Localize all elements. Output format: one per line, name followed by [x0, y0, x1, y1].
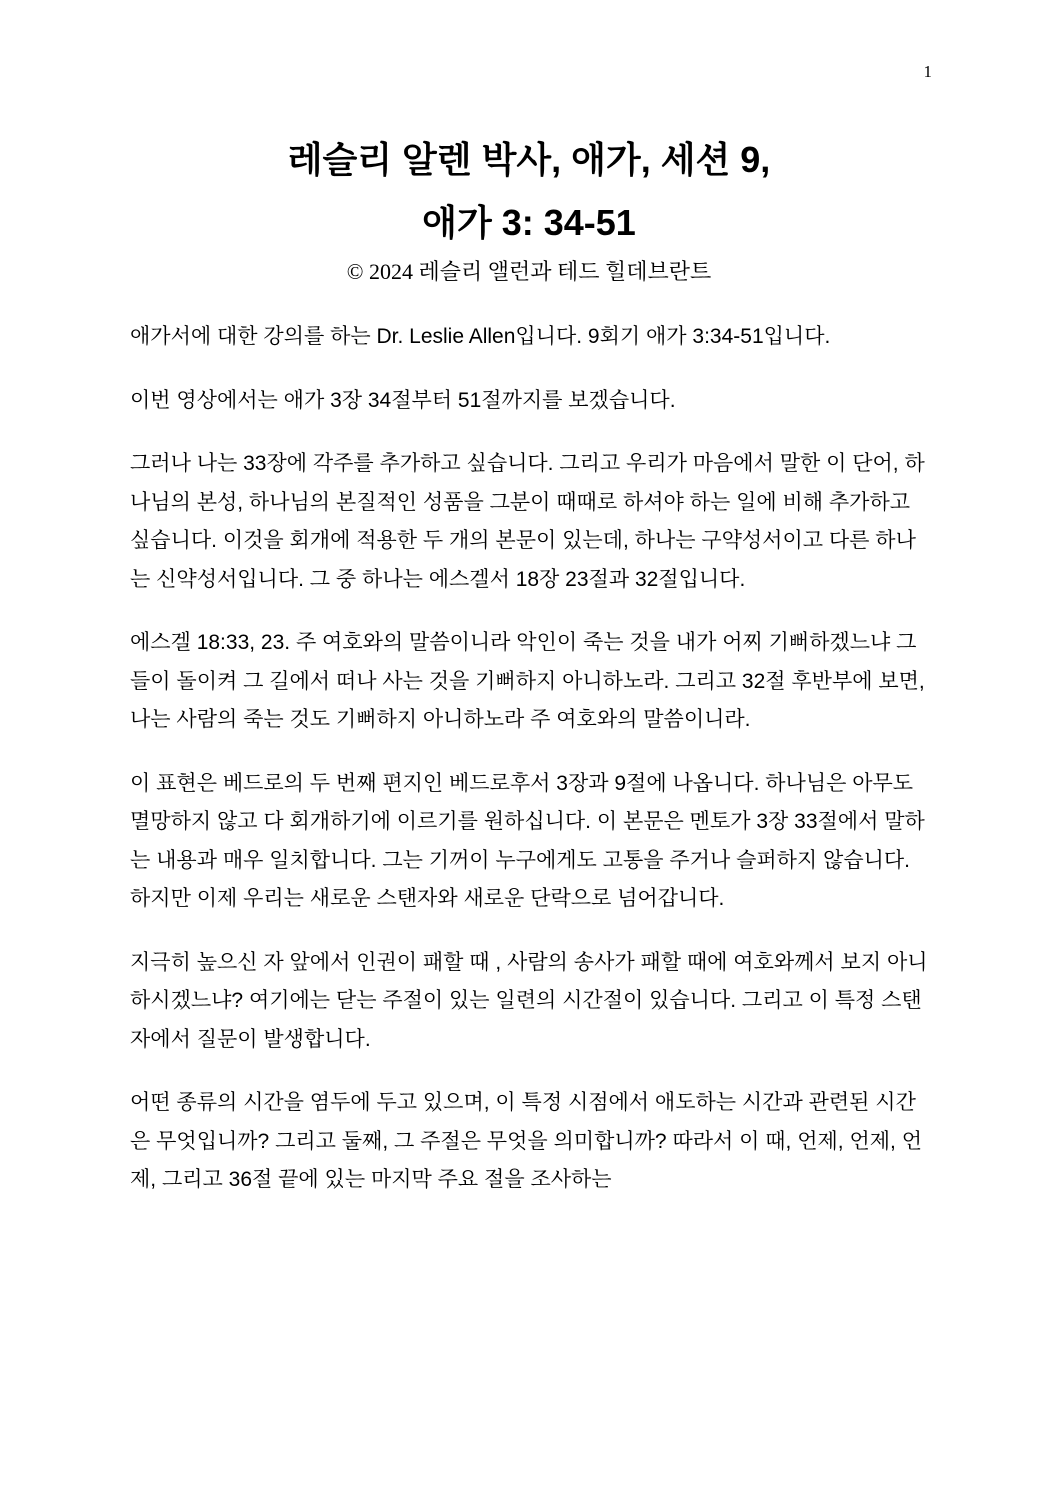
document-title-line-1: 레슬리 알렌 박사, 애가, 세션 9,: [287, 139, 771, 180]
paragraph-questions: 어떤 종류의 시간을 염두에 두고 있으며, 이 특정 시점에서 애도하는 시간과 관련된 시간은 무엇입니까? 그리고 둘째, 그 주절은 무엇을 의미합니까? 따라서 이 때, 언제, 언제, 언제, 그리고 36절 끝에 있는 마지막 주요 절을 조사하는: [130, 1091, 922, 1191]
paragraph-stanza: 지극히 높으신 자 앞에서 인권이 패할 때 , 사람의 송사가 패할 때에 여호와께서 보지 아니하시겠느냐? 여기에는 닫는 주절이 있는 일련의 시간절이 있습니다. 그리고 이 특정 스탠자에서 질문이 발생합니다.: [130, 950, 928, 1051]
paragraph-footnote: 그러나 나는 33장에 각주를 추가하고 싶습니다. 그리고 우리가 마음에서 말한 이 단어, 하나님의 본성, 하나님의 본질적인 성품을 그분이 때때로 하셔야 하는 일에 비해 추가하고 싶습니다. 이것을 회개에 적용한 두 개의 본문이 있는데, 하나는 구약성서이고 다른 하나는 신약성서입니다. 그 중 하나는 에스겔서 18장 23절과 32절입니다.: [130, 452, 925, 591]
document-title-line-2: 애가 3: 34-51: [422, 202, 636, 243]
paragraph-ezekiel: 에스겔 18:33, 23. 주 여호와의 말씀이니라 악인이 죽는 것을 내가 어찌 기뻐하겠느냐 그들이 돌이켜 그 길에서 떠나 사는 것을 기뻐하지 아니하노라. 그리고 32절 후반부에 보면, 나는 사람의 죽는 것도 기뻐하지 아니하노라 주 여호와의 말씀이니라.: [130, 631, 925, 731]
document-body: [130, 318, 930, 1225]
copyright-notice: © 2024 레슬리 앨런과 테드 힐데브란트: [346, 259, 712, 284]
paragraph-scope: 이번 영상에서는 애가 3장 34절부터 51절까지를 보겠습니다.: [130, 388, 676, 412]
paragraph-intro: 애가서에 대한 강의를 하는 Dr. Leslie Allen입니다. 9회기 애가 3:34-51입니다.: [130, 325, 831, 348]
paragraph-peter: 이 표현은 베드로의 두 번째 편지인 베드로후서 3장과 9절에 나옵니다. 하나님은 아무도 멸망하지 않고 다 회개하기에 이르기를 원하십니다. 이 본문은 멘토가 3장 33절에서 말하는 내용과 매우 일치합니다. 그는 기꺼이 누구에게도 고통을 주거나 슬퍼하지 않습니다. 하지만 이제 우리는 새로운 스탠자와 새로운 단락으로 넘어갑니다.: [130, 771, 925, 910]
page-number: 1: [923, 62, 932, 81]
